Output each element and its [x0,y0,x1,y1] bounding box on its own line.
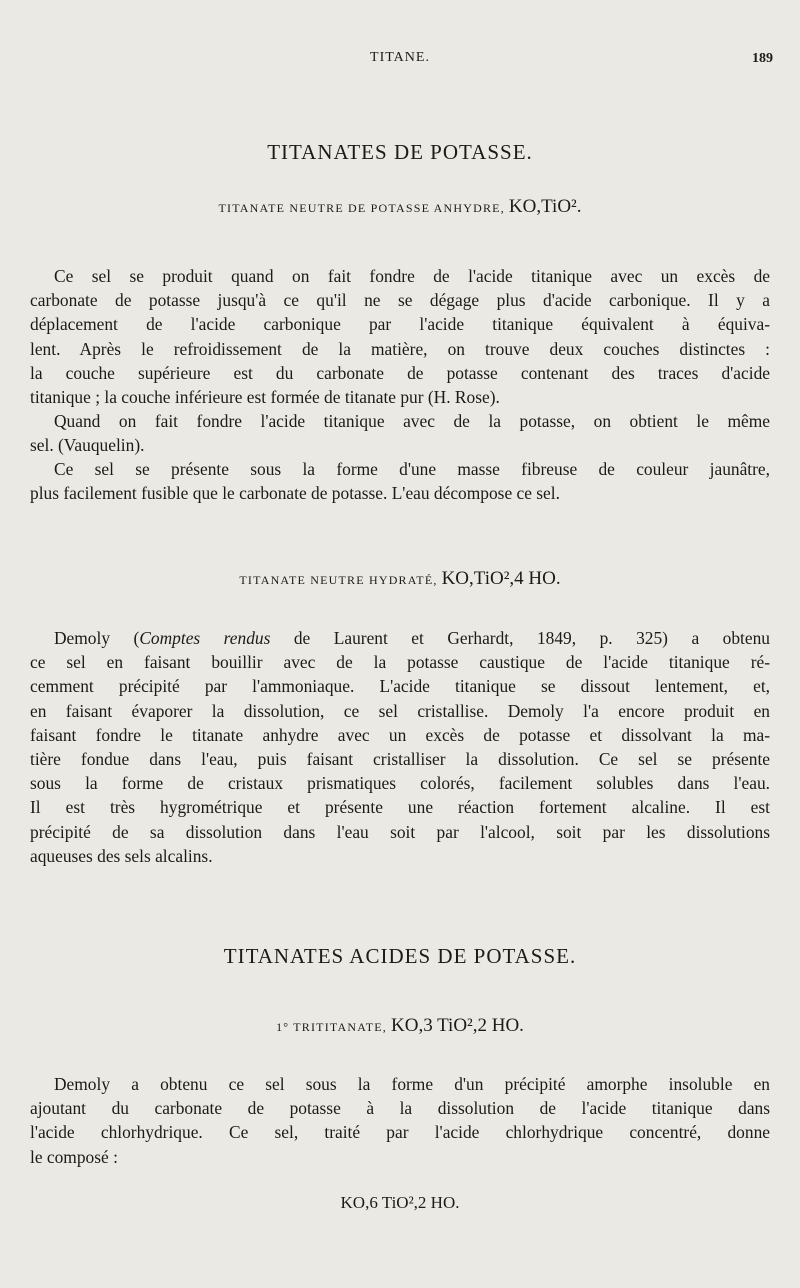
text-line: le composé : [30,1146,118,1167]
text-line: sel. (Vauquelin). [30,435,145,456]
text-line: Ce sel se produit quand on fait fondre de l'acide titanique avec un excès de [54,266,770,286]
paragraph-trititanate [30,1072,770,1169]
text-line: plus facilement fusible que le carbonate de potasse. L'eau décompose ce sel. [30,483,560,504]
paragraph-demoly [30,626,770,868]
text-line: ajoutant du carbonate de potasse à la dissolution de l'acide titanique dans [30,1098,770,1119]
text-line: titanique ; la couche inférieure est formée de titanate pur (H. Rose). [30,386,500,407]
subheading-trititanate [0,1016,800,1035]
text-line: Il est très hygrométrique et présente une réaction fortement alcaline. Il est [30,797,770,818]
text-line: cemment précipité par l'ammoniaque. L'acide titanique se dissout lentement, et, [30,676,770,697]
text-line: Demoly a obtenu ce sel sous la forme d'un précipité amorphe insoluble en [54,1074,770,1094]
text-line: aqueuses des sels alcalins. [30,845,213,866]
subheading-formula: KO,3 TiO²,2 HO. [391,1015,524,1036]
text-line: carbonate de potasse jusqu'à ce qu'il ne se dégage plus d'acide carbonique. Il y a [30,290,770,311]
text-line: faisant fondre le titanate anhydre avec un excès de potasse et dissolvant la ma- [30,724,770,745]
subheading-neutral-hydrated [0,569,800,588]
paragraph-properties [30,457,770,505]
subheading-label: 1° TRITITANATE, [276,1020,387,1034]
text-line: sous la forme de cristaux prismatiques colorés, facilement solubles dans l'eau. [30,773,770,794]
subheading-label: TITANATE NEUTRE DE POTASSE ANHYDRE, [218,201,505,215]
text-line: en faisant évaporer la dissolution, ce sel cristallise. Demoly l'a encore produit en [30,700,770,721]
text-line: déplacement de l'acide carbonique par l'acide titanique équivalent à équiva- [30,314,770,335]
text-run: Demoly ( [54,628,140,648]
subheading-label: TITANATE NEUTRE HYDRATÉ, [239,573,438,587]
text-line: la couche supérieure est du carbonate de potasse contenant des traces d'acide [30,362,770,383]
section-heading-acid-titanates: TITANATES ACIDES DE POTASSE. [223,944,577,968]
journal-title: Comptes rendus [139,628,271,648]
text-line: l'acide chlorhydrique. Ce sel, traité par l'acide chlorhydrique concentré, donne [30,1122,770,1143]
text-line: ce sel en faisant bouillir avec de la potasse caustique de l'acide titanique ré- [30,652,770,673]
subheading-formula: KO,TiO²,4 HO. [441,568,561,589]
running-head [0,50,800,72]
paragraph-preparation [30,264,770,409]
text-line: tière fondue dans l'eau, puis faisant cristalliser la dissolution. Ce sel se présente [30,748,770,769]
subheading-formula: KO,TiO². [508,196,582,217]
paragraph-vauquelin [30,409,770,457]
text-line: lent. Après le refroidissement de la matière, on trouve deux couches distinctes : [30,338,770,359]
running-title: TITANE. [370,50,430,65]
compound-formula: KO,6 TiO²,2 HO. [340,1193,460,1212]
text-line: Quand on fait fondre l'acide titanique avec de la potasse, on obtient le même [54,411,770,431]
text-line: Ce sel se présente sous la forme d'une masse fibreuse de couleur jaunâtre, [54,459,770,479]
text-line [30,626,770,650]
text-line: précipité de sa dissolution dans l'eau soit par l'alcool, soit par les dissolutions [30,821,770,842]
text-run: de Laurent et Gerhardt, 1849, p. 325) a obtenu [270,628,770,648]
page-number: 189 [752,51,773,66]
subheading-neutral-anhydrous [0,197,800,216]
section-heading-titanates: TITANATES DE POTASSE. [267,140,533,164]
